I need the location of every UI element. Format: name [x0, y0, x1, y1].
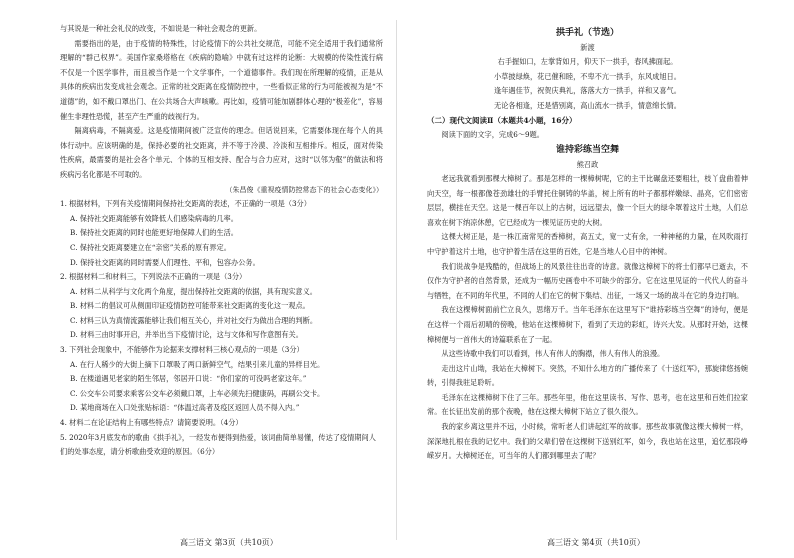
- paragraph: 与其说是一种社会礼仪的改变，不如说是一种社会观念的更新。: [60, 24, 262, 33]
- paragraph: 走出这片山坳，我站在大樟树下。突然，不知什么地方的广播传来了《十送红军》，那旋律悠扬婉转，引得我驻足聆听。: [427, 363, 748, 388]
- story-title: 谁持彩练当空舞: [555, 144, 619, 155]
- option: B. 在楼道遇见老家的陌生邻居，邻居开口说：“你们家的可没吗老家这年。”: [70, 374, 307, 384]
- page-footer: 高三语文 第4页（共10页）: [547, 538, 645, 547]
- paragraph: 毛泽东在这棵樟树下住了三年。那些年里，他在这里读书、写作、思考，也在这里和百姓们拉家常。在长征出发前的那个夜晚，他在这棵大樟树下站立了很久很久。: [427, 392, 748, 417]
- question-2-stem: 2. 根据材料二和材料三，下列说法不正确的一项是（3分）: [60, 272, 247, 282]
- option: D. 材料三由时事开启，并举出当下疫情讨论，这与文体和写作意图有关。: [70, 330, 303, 340]
- source-citation: （朱昌俊《重视疫情防控常态下的社会心态变化》）: [225, 185, 383, 194]
- question-4: 4. 材料二在论证结构上有哪些特点？请简要说明。（4分）: [60, 418, 243, 428]
- option: A. 材料二从科学与文化两个角度，提出保持社交距离的依据，具有现实意义。: [70, 286, 317, 296]
- paragraph: 我们说战争是残酷的，但战场上的风景往往出奇的诗意。就像这樟树下的将士们都早已逝去，不仅作为守护者的自然背景，还成为一幅历史画卷中不可缺少的部分。它在这里见证的一代代人的奋斗与牺牲，在不同的年代里，不同的人们在它的树下集结、出征，一场又一场的战斗在它的身边打响。: [427, 261, 748, 300]
- page-footer: 高三语文 第3页（共10页）: [180, 538, 278, 547]
- paragraph: 老远我就看到那棵大樟树了。那是怎样的一棵樟树呢，它的主干比碾盘还要粗壮，枝丫盘曲着伸向天空，每一根都像苍劲雄壮的手臂托住铜铸的华盖，树上所有的叶子都那样嫩绿、晶亮，它们密密层层，横挂在天空。这是一棵百年以上的古树，远远望去，像一个巨大的绿伞罩着这片土地，人们总喜欢在树下纳凉休憩，它已经成为一棵见证历史的大树。: [427, 173, 748, 227]
- question-5: 5. 2020年3月底发布的歌曲《拱手礼》，一经发布便得到热爱，该词曲简单易懂，传达了疫情期间人们的处事态度，请分析歌曲受欢迎的原因。（6分）: [60, 432, 376, 457]
- instruction: 阅读下面的文字，完成6～9题。: [441, 130, 544, 140]
- option: D. 保持社交距离的同时需要人们理性、平和，包容办公务。: [70, 257, 260, 267]
- section-heading: （二）现代文阅读Ⅱ（本题共4小题，16分）: [427, 116, 577, 126]
- right-page: [397, 0, 794, 558]
- paragraph: 从这些诗歌中我们可以看到，伟人有伟人的胸襟，伟人有伟人的浪漫。: [441, 349, 665, 359]
- option: C. 公交车公司要求乘客公交车必须戴口罩，上车必须先扫健康码，再刷公交卡。: [70, 388, 325, 398]
- paragraph: 需要指出的是，由于疫情的特殊性，讨论疫情下的公共社交规范，可能不完全适用于我们通常所理解的“群己权界”。美国作家桑塔格在《疾病的隐喻》中就有过这样的论断：大规模的传染性流行病不仅是一个医学事件，而且被当作是一个文学事件，一个道德事件。我们现在所理解的疫情，正是从具体的疾病出发变成社会观念。正常的社交距离在疫情防控中，一些看似正常的行为可能被视为是“不道德”的，如不戴口罩出门、在公共场合大声咳嗽。再比如，疫情可能加剧群体心理的“极差化”，容易催生非理性恐慌，甚至产生严重的歧视行为。: [60, 38, 383, 121]
- option: A. 保持社交距离能够有效降低人们感染病毒的几率。: [70, 213, 238, 223]
- poem-line: 右手握如口，左掌背如月，仰天下一拱手，春风拂面起。: [497, 57, 678, 66]
- paragraph: 我在这棵樟树面前伫立良久，思绪万千。当年毛泽东在这里写下“谁持彩练当空舞”的诗句，便是在这样一个雨后初晴的傍晚，他站在这棵樟树下，看到了天边的彩虹，诗兴大发。从那时开始，这棵樟树便与一首伟大的诗篇联系在了一起。: [427, 305, 748, 344]
- paragraph: 这棵大树正是，是一株江南常见的香樟树，高五丈，宽一丈有余，一种神秘的力量，在风吹雨打中守护着这片土地，也守护着生活在这里的百姓，它是当地人心目中的神树。: [427, 232, 748, 256]
- story-author: 熊召政: [576, 159, 599, 169]
- option: B. 保持社交距离的同时也能更好地保障人们的生活。: [70, 228, 238, 238]
- question-1-stem: 1. 根据材料，下列有关疫情期间保持社交距离的表述，不正确的一项是（3分）: [60, 199, 311, 209]
- poem-author: 新渡: [580, 43, 595, 52]
- paragraph: 隔离病毒，不隔离爱。这是疫情期间被广泛宣传的理念。但话说回来，它需要体现在每个人的具体行动中。应该明确的是，保持必要的社交距离，并不等于冷漠、冷淡和互相排斥。相反，面对传染性疾病，最需要的是社会各个单元、个体的互相支持、配合与合力应对，这时“以邻为壑”的做法和将疾病污名化都是不可取的。: [60, 126, 383, 179]
- question-3-stem: 3. 下列社会现象中，不能够作为论据来支撑材料三核心观点的一项是（3分）: [60, 345, 304, 355]
- option: A. 在行人稀少的大街上摘下口罩吸了两口新鲜空气，结果引来儿童的异样目光。: [70, 359, 325, 369]
- poem-line: 无论各相逢，还是惜别离，高山流水一拱手，情意绵长情。: [494, 100, 681, 110]
- option: B. 材料二的倡议可从侧面印证疫情防控可能带来社交距离的变化这一观点。: [70, 301, 310, 311]
- option: C. 材料三认为真情流露能够让我们相互关心，并对社交行为做出合理的判断。: [70, 315, 318, 325]
- option: C. 保持社交距离要建立在“亲密”关系的原有界定。: [70, 242, 231, 252]
- paragraph: 我的家乡离这里并不远，小时候，常听老人们讲起红军的故事。那些故事就像这棵大樟树一样，深深地扎根在我的记忆中。我们的父辈们曾在这棵树下送别红军，如今，我也站在这里，追忆那段峥嵘岁月。大樟树还在，可当年的人们都到哪里去了呢？: [427, 422, 748, 461]
- poem-title: 拱手礼（节选）: [555, 28, 619, 38]
- option: D. 某地商场在入口处张贴标语：“体温过高者及疫区返回人员不得入内。”: [70, 403, 300, 413]
- poem-line: 小草披绿焕，花已催和睦，不卑不亢一拱手，东风成旭日。: [494, 71, 681, 81]
- poem-line: 逢年遇佳节，祝贺庆典礼，落落大方一拱手，祥和又喜气。: [494, 86, 681, 96]
